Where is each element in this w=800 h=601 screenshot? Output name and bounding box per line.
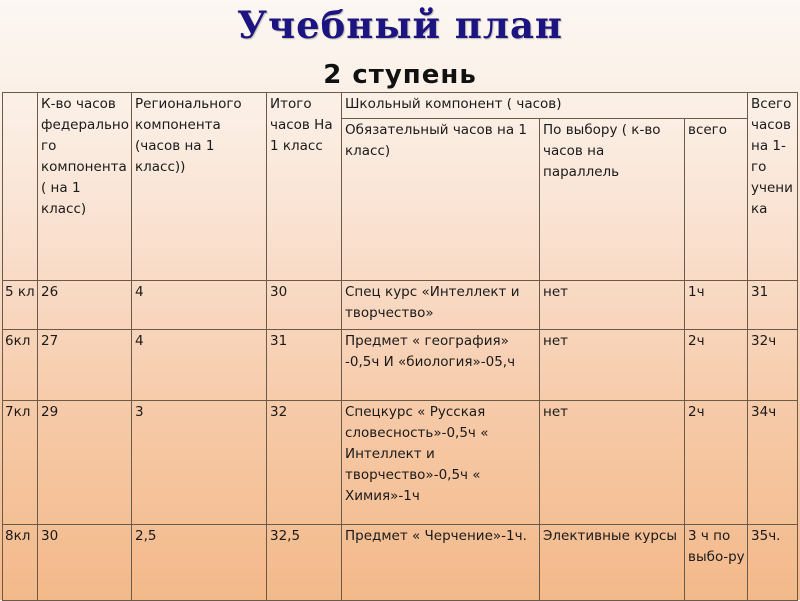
federal-cell: 29 [38, 401, 132, 525]
grand-total-cell: 31 [748, 281, 798, 330]
header-grade-cell [3, 93, 38, 281]
total-cell: 32 [267, 401, 342, 525]
regional-cell: 4 [132, 330, 267, 401]
grand-total-cell: 35ч. [748, 525, 798, 601]
mandatory-cell: Предмет « география» -0,5ч И «биология»-05,ч [342, 330, 540, 401]
grand-total-cell: 32ч [748, 330, 798, 401]
mandatory-cell: Спец курс «Интеллект и творчество» [342, 281, 540, 330]
total-cell: 30 [267, 281, 342, 330]
header-grand-total: Всего часов на 1-го ученика [748, 93, 798, 281]
table-row [3, 525, 798, 601]
school-total-cell: 2ч [685, 330, 748, 401]
table-row [3, 281, 798, 330]
grade-cell: 8кл [3, 525, 38, 601]
elective-cell: нет [540, 401, 685, 525]
regional-cell: 3 [132, 401, 267, 525]
total-cell: 31 [267, 330, 342, 401]
mandatory-cell: Спецкурс « Русская словесность»-0,5ч « Интеллект и творчество»-0,5ч « Химия»-1ч [342, 401, 540, 525]
header-mandatory: Обязательный часов на 1 класс) [342, 119, 540, 281]
table-row [3, 401, 798, 525]
regional-cell: 2,5 [132, 525, 267, 601]
header-school-component: Школьный компонент ( часов) [342, 93, 748, 119]
page-subtitle: 2 ступень [323, 60, 477, 90]
school-total-cell: 1ч [685, 281, 748, 330]
table-row [3, 330, 798, 401]
federal-cell: 26 [38, 281, 132, 330]
school-total-cell: 2ч [685, 401, 748, 525]
curriculum-table [2, 92, 798, 601]
school-total-cell: 3 ч по выбо-ру [685, 525, 748, 601]
federal-cell: 27 [38, 330, 132, 401]
grade-cell: 7кл [3, 401, 38, 525]
regional-cell: 4 [132, 281, 267, 330]
grand-total-cell: 34ч [748, 401, 798, 525]
header-federal: К-во часов федерального компонента( на 1 класс) [38, 93, 132, 281]
elective-cell: нет [540, 330, 685, 401]
grade-cell: 5 кл [3, 281, 38, 330]
header-row-1 [3, 93, 798, 119]
grade-cell: 6кл [3, 330, 38, 401]
header-school-total: всего [685, 119, 748, 281]
elective-cell: нет [540, 281, 685, 330]
elective-cell: Элективные курсы [540, 525, 685, 601]
header-regional: Регионального компонента (часов на 1 класс)) [132, 93, 267, 281]
federal-cell: 30 [38, 525, 132, 601]
header-total: Итого часов На 1 класс [267, 93, 342, 281]
total-cell: 32,5 [267, 525, 342, 601]
header-elective: По выбору ( к-во часов на параллель [540, 119, 685, 281]
mandatory-cell: Предмет « Черчение»-1ч. [342, 525, 540, 601]
page-title: Учебный план [236, 3, 564, 47]
